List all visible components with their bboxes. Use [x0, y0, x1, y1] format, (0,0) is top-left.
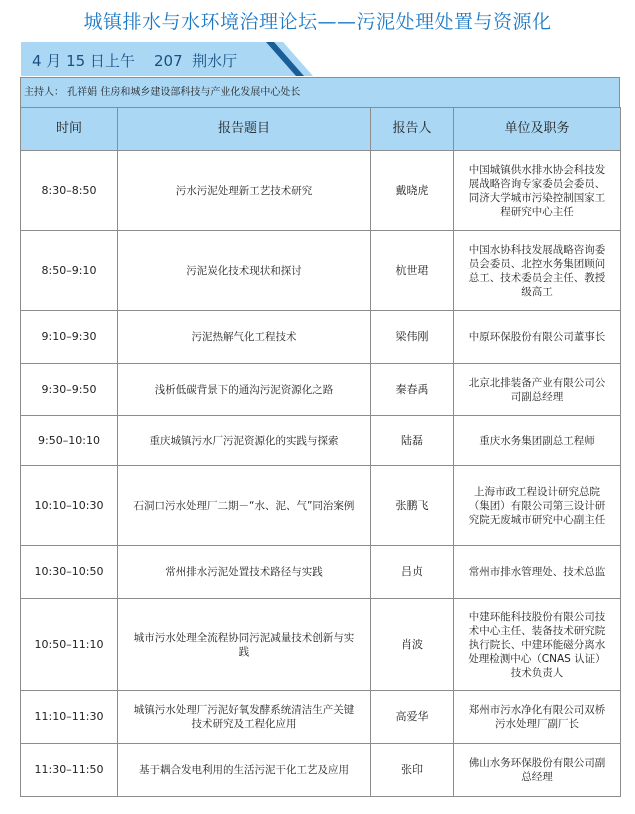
row-time: 10:50–11:10 — [21, 599, 118, 691]
table-row — [21, 546, 621, 599]
row-time: 8:30–8:50 — [21, 151, 118, 231]
table-row — [21, 691, 621, 744]
row-topic: 污水污泥处理新工艺技术研究 — [118, 151, 371, 231]
row-affiliation: 中建环能科技股份有限公司技术中心主任、装备技术研究院执行院长、中建环能磁分离水处理检测中心（CNAS 认证）技术负责人 — [454, 599, 621, 691]
table-row — [21, 364, 621, 416]
row-topic: 污泥炭化技术现状和探讨 — [118, 231, 371, 311]
table-row — [21, 599, 621, 691]
table-row — [21, 151, 621, 231]
row-time: 8:50–9:10 — [21, 231, 118, 311]
row-topic: 常州排水污泥处置技术路径与实践 — [118, 546, 371, 599]
row-time: 11:10–11:30 — [21, 691, 118, 744]
row-time: 9:10–9:30 — [21, 311, 118, 364]
row-affiliation: 常州市排水管理处、技术总监 — [454, 546, 621, 599]
row-topic: 基于耦合发电利用的生活污泥干化工艺及应用 — [118, 744, 371, 797]
header-speaker: 报告人 — [371, 108, 454, 151]
row-speaker: 秦春禹 — [371, 364, 454, 416]
header-affiliation: 单位及职务 — [454, 108, 621, 151]
row-topic: 浅析低碳背景下的通沟污泥资源化之路 — [118, 364, 371, 416]
row-affiliation: 上海市政工程设计研究总院（集团）有限公司第三设计研究院无废城市研究中心副主任 — [454, 466, 621, 546]
row-speaker: 张鹏飞 — [371, 466, 454, 546]
host-info: 主持人： 孔祥娟 住房和城乡建设部科技与产业化发展中心处长 — [20, 77, 620, 108]
row-time: 11:30–11:50 — [21, 744, 118, 797]
row-topic: 重庆城镇污水厂污泥资源化的实践与探索 — [118, 416, 371, 466]
row-speaker: 张印 — [371, 744, 454, 797]
row-affiliation: 中国水协科技发展战略咨询委员会委员、北控水务集团顾问总工、技术委员会主任、教授级高工 — [454, 231, 621, 311]
table-header-row — [21, 108, 621, 151]
row-topic: 城镇污水处理厂污泥好氧发酵系统清洁生产关键技术研究及工程化应用 — [118, 691, 371, 744]
row-speaker: 吕贞 — [371, 546, 454, 599]
row-affiliation: 北京北排装备产业有限公司公司副总经理 — [454, 364, 621, 416]
row-topic: 城市污水处理全流程协同污泥减量技术创新与实践 — [118, 599, 371, 691]
header-topic: 报告题目 — [118, 108, 371, 151]
row-time: 9:30–9:50 — [21, 364, 118, 416]
row-affiliation: 重庆水务集团副总工程师 — [454, 416, 621, 466]
table-row — [21, 744, 621, 797]
header-time: 时间 — [21, 108, 118, 151]
schedule-table — [20, 107, 621, 797]
row-affiliation: 中原环保股份有限公司董事长 — [454, 311, 621, 364]
table-row — [21, 231, 621, 311]
row-speaker: 杭世珺 — [371, 231, 454, 311]
row-topic: 污泥热解气化工程技术 — [118, 311, 371, 364]
session-info: 4 月 15 日上午 207 荆水厅 — [32, 52, 238, 70]
row-time: 10:10–10:30 — [21, 466, 118, 546]
row-speaker: 陆磊 — [371, 416, 454, 466]
row-affiliation: 中国城镇供水排水协会科技发展战略咨询专家委员会委员、同济大学城市污染控制国家工程研究中心主任 — [454, 151, 621, 231]
table-row — [21, 311, 621, 364]
row-time: 10:30–10:50 — [21, 546, 118, 599]
table-row — [21, 416, 621, 466]
row-speaker: 肖波 — [371, 599, 454, 691]
row-affiliation: 郑州市污水净化有限公司双桥污水处理厂副厂长 — [454, 691, 621, 744]
row-speaker: 戴晓虎 — [371, 151, 454, 231]
row-time: 9:50–10:10 — [21, 416, 118, 466]
row-speaker: 高爱华 — [371, 691, 454, 744]
row-affiliation: 佛山水务环保股份有限公司副总经理 — [454, 744, 621, 797]
table-row — [21, 466, 621, 546]
page-title: 城镇排水与水环境治理论坛——污泥处理处置与资源化 — [83, 11, 552, 33]
row-speaker: 梁伟刚 — [371, 311, 454, 364]
row-topic: 石洞口污水处理厂二期－“水、泥、气”同治案例 — [118, 466, 371, 546]
